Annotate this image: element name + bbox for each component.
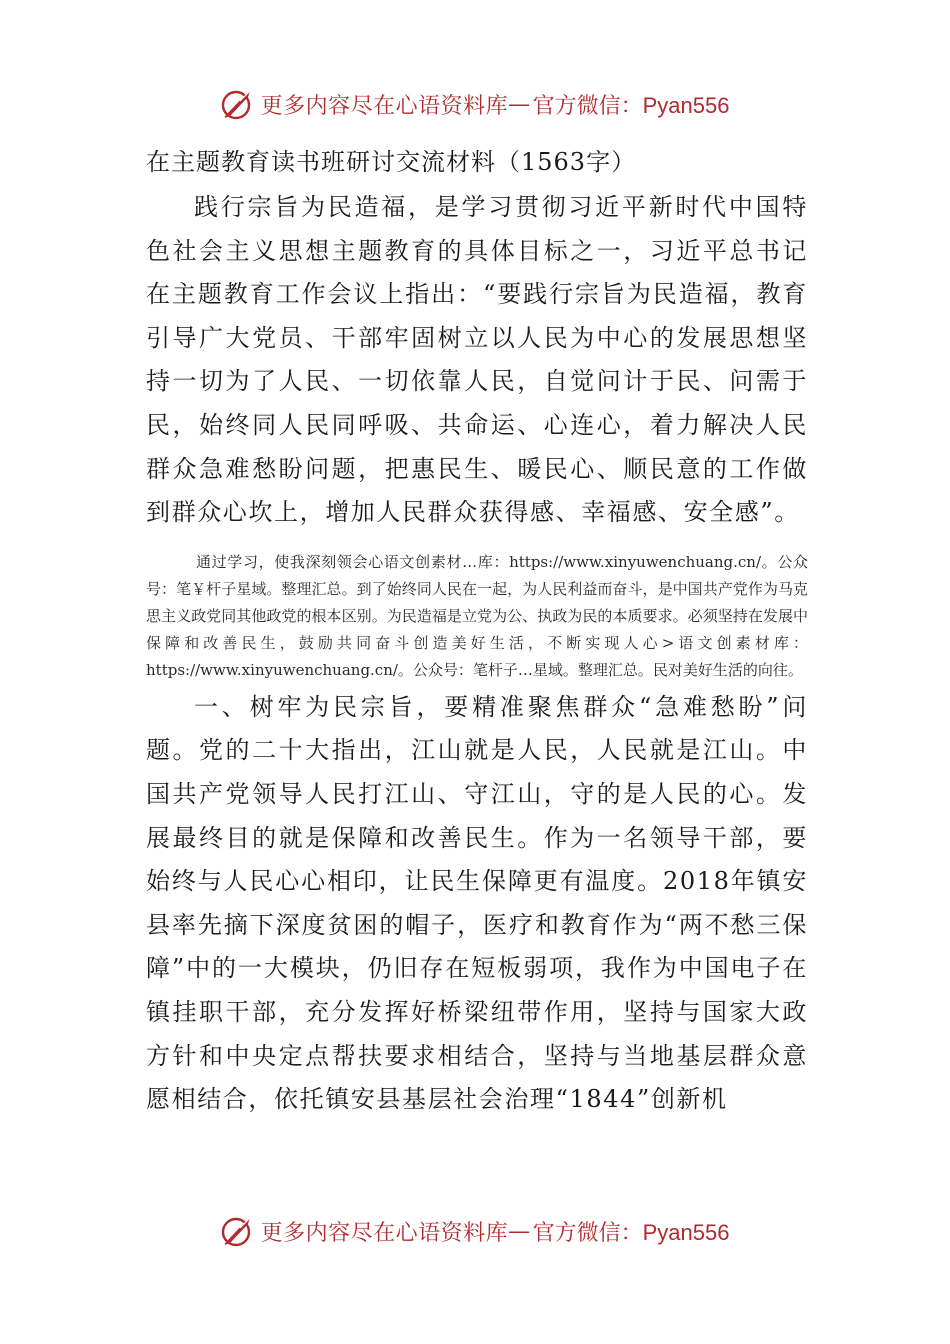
body-paragraph-2: 一、树牢为民宗旨，要精准聚焦群众“急难愁盼”问题。党的二十大指出，江山就是人民，人民就是江山。中国共产党领导人民打江山、守江山，守的是人民的心。发展最终目的就是保障和改善民生。作为一名领导干部，要始终与人民心心相印，让民生保障更有温度。2018年镇安县率先摘下深度贫困的帽子，医疗和教育作为“两不愁三保障”中的一大模块，仍旧存在短板弱项，我作为中国电子在镇挂职干部，充分发挥好桥梁纽带作用，坚持与国家大政方针和中央定点帮扶要求相结合，坚持与当地基层群众意愿相结合，依托镇安县基层社会治理“1844”创新机 xyxy=(146,692,808,1114)
body-paragraph-1: 践行宗旨为民造福，是学习贯彻习近平新时代中国特色社会主义思想主题教育的具体目标之一，习近平总书记在主题教育工作会议上指出：“要践行宗旨为民造福，教育引导广大党员、干部牢固树立以人民为中心的发展思想坚持一切为了人民、一切依靠人民，自觉问计于民、问需于民，始终同人民同呼吸、共命运、心连心，着力解决人民群众急难愁盼问题，把惠民生、暖民心、顺民意的工作做到群众心坎上，增加人民群众获得感、幸福感、安全感”。 xyxy=(146,193,808,527)
footer-banner xyxy=(0,1209,950,1253)
banner-brand-text: 更多内容尽在心语资料库 xyxy=(260,1220,509,1246)
document-title: 在主题教育读书班研讨交流材料（1563字） xyxy=(146,148,637,176)
quill-pen-logo-icon xyxy=(221,1214,255,1248)
header-banner xyxy=(0,82,950,126)
banner-wechat-text: 官方微信：Pyan556 xyxy=(532,92,730,118)
banner-wechat-text: 官方微信：Pyan556 xyxy=(532,1219,730,1245)
inserted-note-paragraph: 通过学习，使我深刻领会心语文创素材…库：https://www.xinyuwenchuang.cn/。公众号：笔￥杆子星域。整理汇总。到了始终同人民在一起，为人民利益而奋斗，是中国共产党作为马克思主义政党同其他政党的根本区别。为民造福是立党为公、执政为民的本质要求。必须坚持在发展中保障和改善民生，鼓励共同奋斗创造美好生活，不断实现人心>语文创素材库：https://www.xinyuwenchuang.cn/。公众号：笔杆子…星域。整理汇总。民对美好生活的向往。 xyxy=(146,552,808,679)
quill-pen-logo-icon xyxy=(221,87,255,121)
document-body xyxy=(146,142,808,1122)
banner-dash: — xyxy=(508,91,531,117)
banner-brand-text: 更多内容尽在心语资料库 xyxy=(260,93,509,119)
banner-dash: — xyxy=(508,1218,531,1244)
